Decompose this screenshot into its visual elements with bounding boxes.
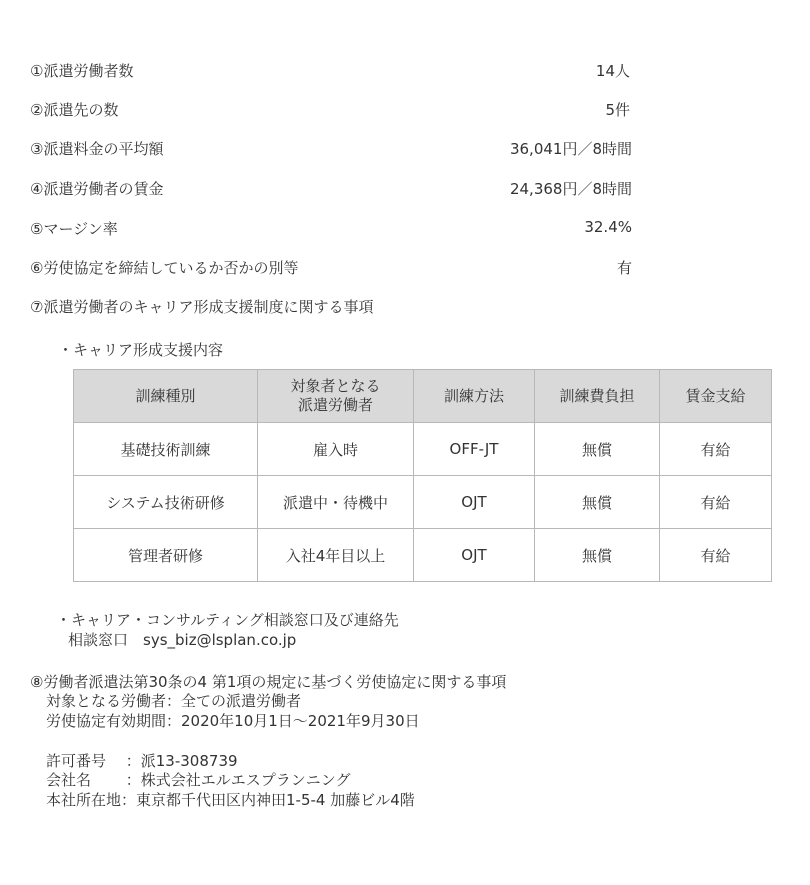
- header-training-method: 訓練方法: [414, 370, 535, 423]
- item-6-value: 有: [616, 259, 632, 277]
- cell-training-type: システム技術研修: [74, 476, 258, 529]
- item-5-label: ⑤マージン率: [30, 220, 118, 238]
- item-4-label: ④派遣労働者の賃金: [30, 180, 164, 198]
- cell-cost: 無償: [535, 476, 660, 529]
- cell-method: OJT: [414, 529, 535, 582]
- header-cost-burden: 訓練費負担: [535, 370, 660, 423]
- cell-wage: 有給: [660, 476, 772, 529]
- header-target-workers: [258, 370, 414, 423]
- career-support-subheading: ・キャリア形成支援内容: [58, 341, 224, 359]
- item-8-period: 労使協定有効期間：2020年10月1日～2021年9月30日: [46, 712, 420, 730]
- item-6-label: ⑥労使協定を締結しているか否かの別等: [30, 259, 299, 277]
- table-row: [74, 476, 772, 529]
- item-1-value: 14人: [595, 62, 630, 80]
- company-name: 会社名 ：株式会社エルエスプランニング: [46, 771, 351, 789]
- cell-target: 雇入時: [258, 423, 414, 476]
- header-target-line2: 派遣労働者: [297, 396, 373, 414]
- header-training-type: 訓練種別: [74, 370, 258, 423]
- header-wage-payment: 賃金支給: [660, 370, 772, 423]
- head-office-address: 本社所在地：東京都千代田区内神田1-5-4 加藤ビル4階: [46, 791, 415, 809]
- item-8-label: ⑧労働者派遣法第30条の4 第1項の規定に基づく労使協定に関する事項: [30, 673, 507, 691]
- cell-training-type: 基礎技術訓練: [74, 423, 258, 476]
- item-2-label: ②派遣先の数: [30, 101, 119, 119]
- table-row: [74, 529, 772, 582]
- item-8-target: 対象となる労働者：全ての派遣労働者: [46, 692, 302, 710]
- table-header-row: [74, 370, 772, 423]
- item-4-value: 24,368円／8時間: [509, 180, 632, 198]
- cell-wage: 有給: [660, 423, 772, 476]
- consultation-heading: ・キャリア・コンサルティング相談窓口及び連絡先: [56, 611, 399, 629]
- item-3-label: ③派遣料金の平均額: [30, 140, 164, 158]
- cell-method: OJT: [414, 476, 535, 529]
- consultation-contact: 相談窓口 sys_biz@lsplan.co.jp: [68, 631, 297, 649]
- cell-cost: 無償: [535, 529, 660, 582]
- table-row: [74, 423, 772, 476]
- item-3-value: 36,041円／8時間: [509, 140, 632, 158]
- cell-method: OFF-JT: [414, 423, 535, 476]
- career-support-table: [73, 369, 772, 582]
- cell-target: 入社4年目以上: [258, 529, 414, 582]
- license-number: 許可番号 ：派13-308739: [46, 752, 238, 770]
- item-7-label: ⑦派遣労働者のキャリア形成支援制度に関する事項: [30, 298, 374, 316]
- cell-cost: 無償: [535, 423, 660, 476]
- cell-training-type: 管理者研修: [74, 529, 258, 582]
- cell-target: 派遣中・待機中: [258, 476, 414, 529]
- item-5-value: 32.4%: [584, 218, 632, 236]
- cell-wage: 有給: [660, 529, 772, 582]
- item-2-value: 5件: [605, 101, 630, 119]
- item-1-label: ①派遣労働者数: [30, 62, 134, 80]
- header-target-line1: 対象者となる: [290, 377, 381, 395]
